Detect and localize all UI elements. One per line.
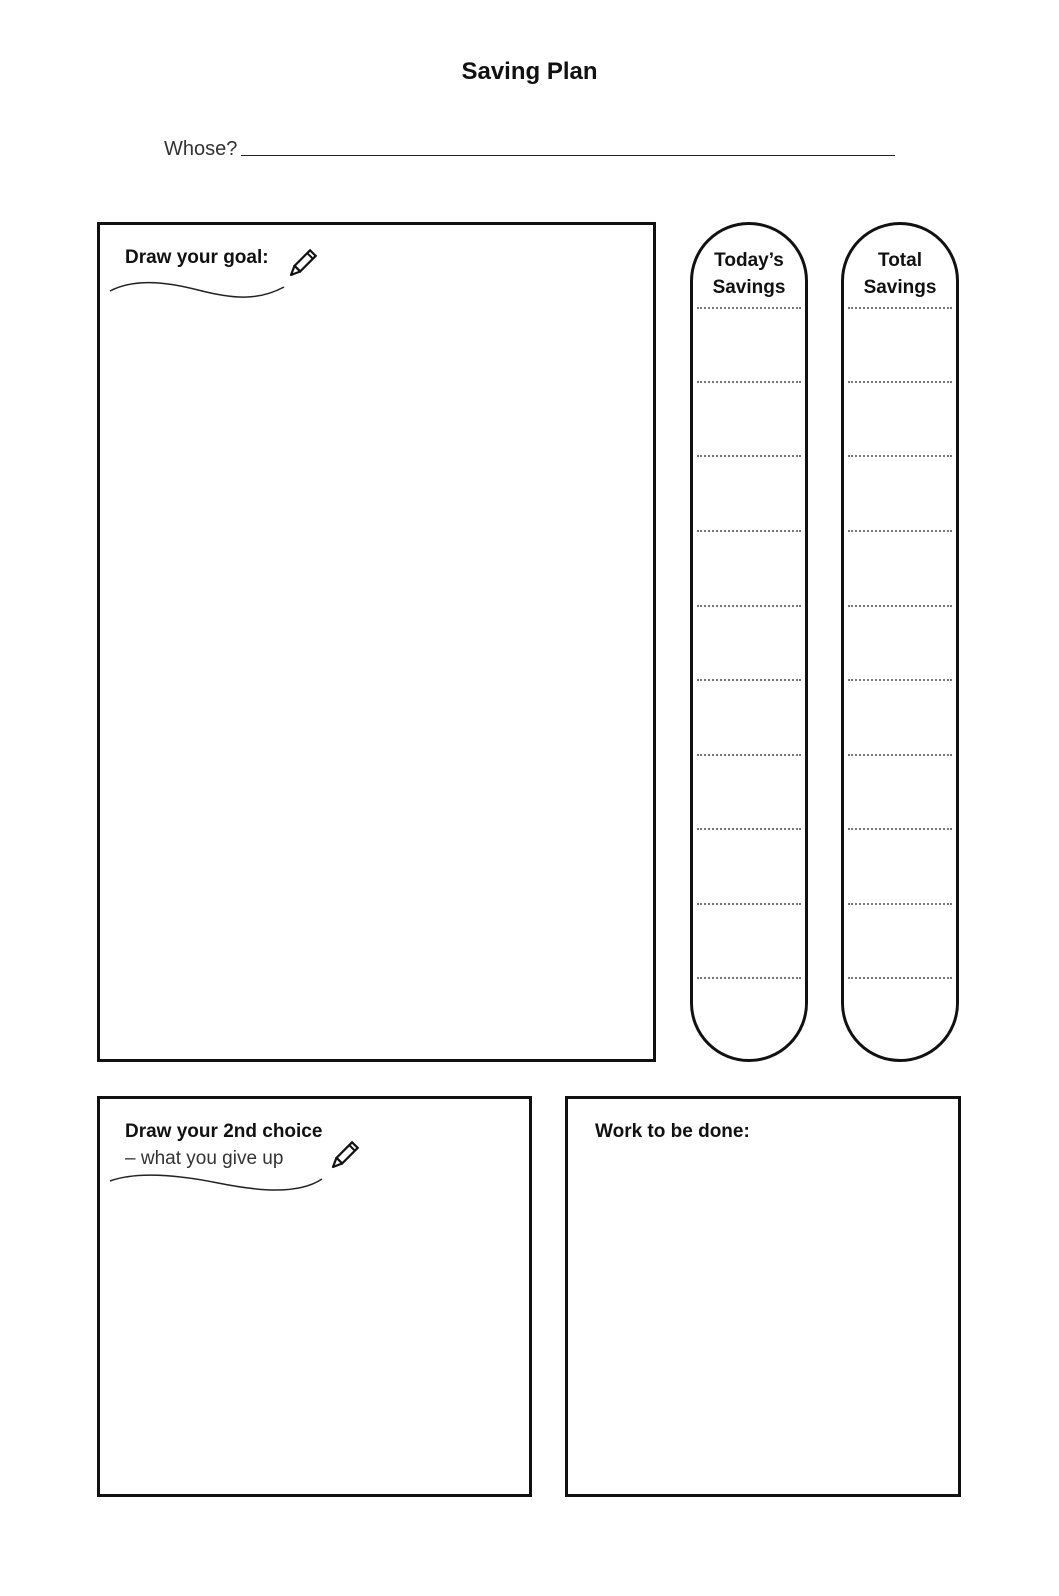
savings-row-divider <box>697 307 801 309</box>
work-to-be-done-box[interactable] <box>565 1096 961 1497</box>
savings-row-divider <box>848 754 952 756</box>
whose-label: Whose? <box>164 138 238 160</box>
savings-row-divider <box>848 381 952 383</box>
goal-box-label: Draw your goal: <box>125 247 269 268</box>
total-savings-header: Total Savings <box>863 250 937 298</box>
savings-row-divider <box>697 828 801 830</box>
savings-row-divider <box>697 605 801 607</box>
underline-swash <box>108 275 288 305</box>
savings-row-divider <box>848 977 952 979</box>
savings-row-divider <box>848 828 952 830</box>
pencil-icon <box>325 1135 365 1175</box>
savings-row-divider <box>697 977 801 979</box>
savings-row-divider <box>848 307 952 309</box>
total-savings-column <box>841 222 959 1062</box>
savings-row-divider <box>697 530 801 532</box>
second-choice-drawing-box[interactable] <box>97 1096 532 1497</box>
savings-row-divider <box>848 605 952 607</box>
savings-row-divider <box>697 381 801 383</box>
second-choice-label: Draw your 2nd choice <box>125 1121 323 1142</box>
savings-row-divider <box>697 455 801 457</box>
page-title: Saving Plan <box>461 58 598 85</box>
savings-row-divider <box>697 903 801 905</box>
underline-swash <box>108 1169 328 1199</box>
savings-row-divider <box>848 530 952 532</box>
todays-savings-header: Today’s Savings <box>712 250 786 298</box>
second-choice-sublabel: – what you give up <box>125 1148 284 1169</box>
work-box-label: Work to be done: <box>595 1121 750 1142</box>
pencil-icon <box>283 243 323 283</box>
savings-row-divider <box>848 455 952 457</box>
savings-row-divider <box>697 679 801 681</box>
savings-row-divider <box>848 903 952 905</box>
whose-write-line[interactable] <box>241 155 895 156</box>
goal-drawing-box[interactable] <box>97 222 656 1062</box>
savings-row-divider <box>697 754 801 756</box>
savings-row-divider <box>848 679 952 681</box>
todays-savings-column <box>690 222 808 1062</box>
